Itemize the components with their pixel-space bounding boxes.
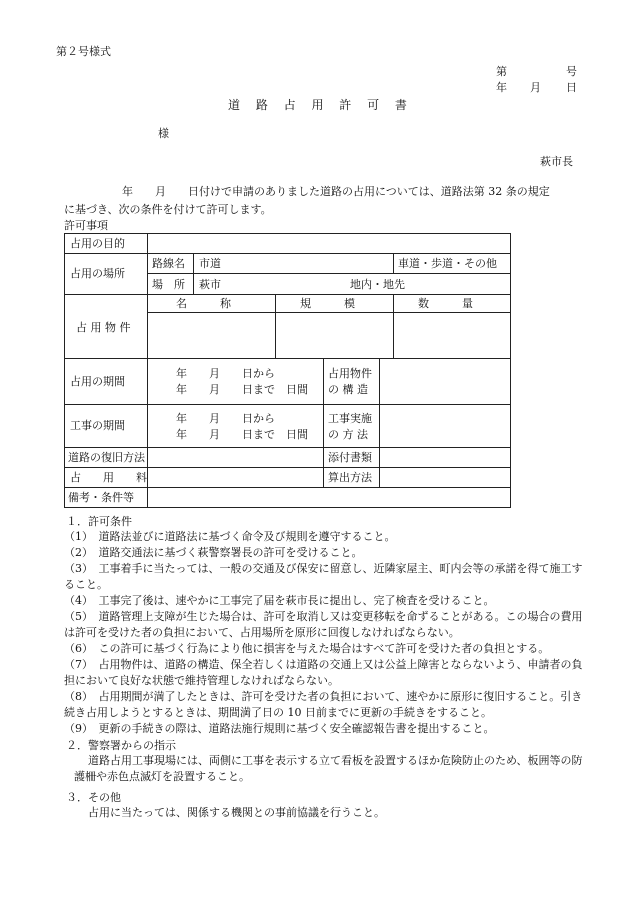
- structure-label-2: の 構 造: [328, 383, 368, 396]
- conditions-heading: １．許可条件: [66, 515, 132, 528]
- location-label: 場 所: [152, 278, 185, 291]
- period-from: 年 月 日から: [176, 367, 275, 380]
- calc-value-cell: [379, 467, 511, 488]
- method-label-cell: [323, 404, 380, 448]
- remarks-value-cell: [147, 487, 511, 508]
- restore-label: 道路の復旧方法: [68, 451, 145, 464]
- purpose-label: 占用の目的: [70, 237, 125, 250]
- condition-1: （1） 道路法並びに道路法に基づく命令及び規則を遵守すること。: [64, 530, 396, 543]
- document-title: 道 路 占 用 許 可 書: [228, 98, 413, 112]
- route-name-label: 路線名: [152, 257, 185, 270]
- form-number: 第２号様式: [56, 45, 111, 58]
- land-no: 地内・地先: [350, 278, 405, 291]
- method-value-cell: [379, 404, 511, 448]
- calc-label: 算出方法: [328, 471, 372, 484]
- permit-no-prefix: 第: [496, 65, 507, 78]
- method-label-2: の 方 法: [328, 428, 368, 441]
- condition-2: （2） 道路交通法に基づく萩警察署長の許可を受けること。: [64, 546, 363, 559]
- work-from: 年 月 日から: [176, 412, 275, 425]
- fee-value-cell: [147, 467, 324, 488]
- col-qty: 数 量: [418, 297, 473, 310]
- condition-3: （3） 工事着手に当たっては、一般の交通及び保安に留意し、近隣家屋主、町内会等の承諾を得て施工すること。: [64, 562, 583, 591]
- issuer: 萩市長: [540, 155, 573, 168]
- work-period-value-cell: [147, 404, 324, 448]
- work-period-label: 工事の期間: [70, 419, 125, 432]
- condition-6: （6） この許可に基づく行為により他に損害を与えた場合はすべて許可を受けた者の負担とする。: [64, 642, 550, 655]
- obj-qty-value: [393, 312, 511, 359]
- condition-8: （8） 占用期間が満了したときは、許可を受けた者の負担において、速やかに原形に復旧すること。引き続き占用しようとするときは、期間満了日の 10 日前までに更新の手続きをすること。: [64, 690, 583, 719]
- period-until: 年 月 日まで 日間: [176, 383, 308, 396]
- remarks-label: 備考・条件等: [68, 491, 134, 504]
- method-label-1: 工事実施: [328, 412, 372, 425]
- section-label: 許可事項: [64, 219, 108, 232]
- condition-7: （7） 占用物件は、道路の構造、保全若しくは道路の交通上又は公益上障害とならないよう、申請者の負担において良好な状態で維持管理しなければならない。: [64, 658, 583, 687]
- condition-5: （5） 道路管理上支障が生じた場合は、許可を取消し又は変更移転を命ずることがある。この場合の費用は許可を受けた者の負担において、占用場所を原形に回復しなければならない。: [64, 610, 583, 639]
- attachments-label: 添付書類: [328, 451, 372, 464]
- fee-label: 占 用 料: [70, 471, 147, 484]
- date-day: 日: [566, 81, 577, 94]
- restore-value-cell: [147, 447, 324, 468]
- col-name: 名 称: [176, 297, 231, 310]
- attachments-value-cell: [379, 447, 511, 468]
- route-name-value-cell: [193, 253, 394, 274]
- condition-4: （4） 工事完了後は、速やかに工事完了届を萩市長に提出し、完了検査を受けること。: [64, 594, 495, 607]
- location-value: 萩市: [199, 278, 221, 291]
- purpose-value-cell: [147, 233, 511, 254]
- condition-9: （9） 更新の手続きの際は、道路法施行規則に基づく安全確認報告書を提出すること。: [64, 722, 495, 735]
- other-heading: ３．その他: [66, 791, 121, 804]
- place-label: 占用の場所: [70, 267, 125, 280]
- period-value-cell: [147, 358, 324, 405]
- date-month: 月: [530, 81, 541, 94]
- col-spec: 規 模: [300, 297, 355, 310]
- structure-label-1: 占用物件: [328, 367, 372, 380]
- road-type: 車道・歩道・その他: [398, 257, 497, 270]
- intro-line-2: に基づき、次の条件を付けて許可します。: [64, 203, 272, 216]
- permit-no-suffix: 号: [566, 65, 577, 78]
- date-year: 年: [496, 81, 507, 94]
- objects-label: 占 用 物 件: [76, 321, 131, 334]
- obj-name-value: [147, 312, 276, 359]
- structure-value-cell: [379, 358, 511, 405]
- other-text: 占用に当たっては、関係する機関との事前協議を行うこと。: [88, 806, 385, 819]
- route-name-value: 市道: [199, 257, 221, 270]
- period-label: 占用の期間: [70, 375, 125, 388]
- structure-label-cell: [323, 358, 380, 405]
- recipient-suffix: 様: [158, 127, 169, 140]
- intro-line-1: 年 月 日付けで申請のありました道路の占用については、道路法第 32 条の規定: [122, 185, 550, 198]
- obj-spec-value: [275, 312, 394, 359]
- police-text: 道路占用工事現場には、両側に工事を表示する立て看板を設置するほか危険防止のため、板囲等の防護柵や赤色点滅灯を設置すること。: [74, 754, 583, 783]
- police-heading: ２．警察署からの指示: [66, 739, 176, 752]
- work-until: 年 月 日まで 日間: [176, 428, 308, 441]
